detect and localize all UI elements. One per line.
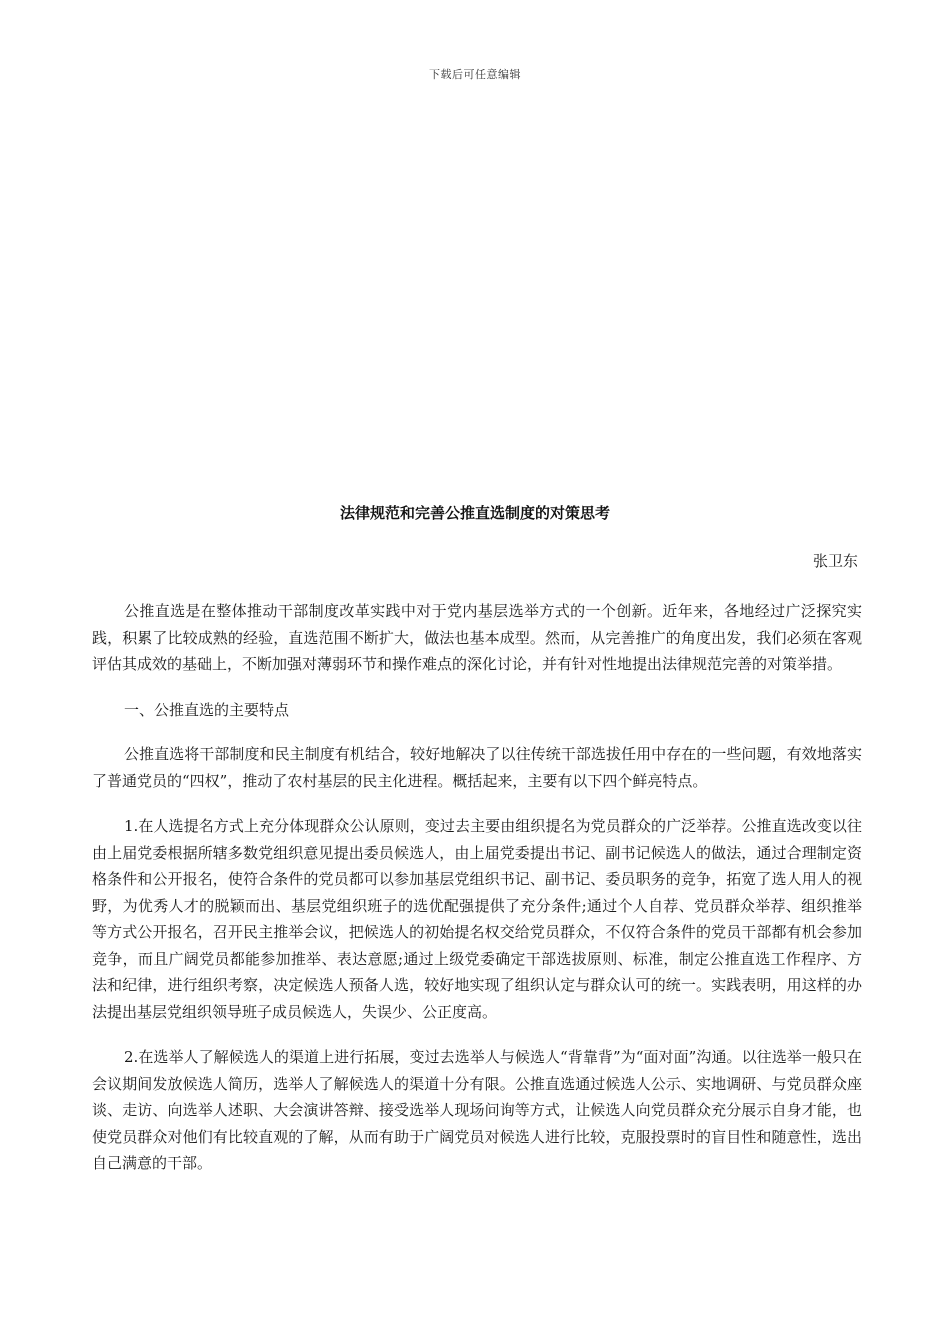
body-paragraph: 公推直选将干部制度和民主制度有机结合，较好地解决了以往传统干部选拔任用中存在的一些问题，有效地落实了普通党员的“四权”，推动了农村基层的民主化进程。概括起来，主要有以下四个鲜亮特点。 <box>92 745 862 790</box>
intro-paragraph: 公推直选是在整体推动干部制度改革实践中对于党内基层选举方式的一个创新。近年来，各地经过广泛探究实践，积累了比较成熟的经验，直选范围不断扩大，做法也基本成型。然而，从完善推广的角度出发，我们必须在客观评估其成效的基础上，不断加强对薄弱环节和操作难点的深化讨论，并有针对性地提出法律规范完善的对策举措。 <box>92 602 862 673</box>
document-title: 法律规范和完善公推直选制度的对策思考 <box>339 504 610 522</box>
author-name: 张卫东 <box>812 552 858 570</box>
body-paragraph: 1.在人选提名方式上充分体现群众公认原则，变过去主要由组织提名为党员群众的广泛举荐。公推直选改变以往由上届党委根据所辖多数党组织意见提出委员候选人，由上届党委提出书记、副书记候选人的做法，通过合理制定资格条件和公开报名，使符合条件的党员都可以参加基层党组织书记、副书记、委员职务的竞争，拓宽了选人用人的视野，为优秀人才的脱颖而出、基层党组织班子的选优配强提供了充分条件;通过个人自荐、党员群众举荐、组织推举等方式公开报名，召开民主推举会议，把候选人的初始提名权交给党员群众，不仅符合条件的党员干部都有机会参加竞争，而且广阔党员都能参加推举、表达意愿;通过上级党委确定干部选拔原则、标准，制定公推直选工作程序、方法和纪律，进行组织考察，决定候选人预备人选，较好地实现了组织认定与群众认可的统一。实践表明，用这样的办法提出基层党组织领导班子成员候选人，失误少、公正度高。 <box>92 817 862 1021</box>
section-heading: 一、公推直选的主要特点 <box>124 700 290 719</box>
header-note: 下载后可任意编辑 <box>429 68 521 81</box>
document-body <box>92 598 862 1196</box>
body-paragraph: 2.在选举人了解候选人的渠道上进行拓展，变过去选举人与候选人“背靠背”为“面对面”沟通。以往选举一般只在会议期间发放候选人简历，选举人了解候选人的渠道十分有限。公推直选通过候选人公示、实地调研、与党员群众座谈、走访、向选举人述职、大会演讲答辩、接受选举人现场问询等方式，让候选人向党员群众充分展示自身才能，也使党员群众对他们有比较直观的了解，从而有助于广阔党员对候选人进行比较，克服投票时的盲目性和随意性，选出自己满意的干部。 <box>92 1048 862 1172</box>
